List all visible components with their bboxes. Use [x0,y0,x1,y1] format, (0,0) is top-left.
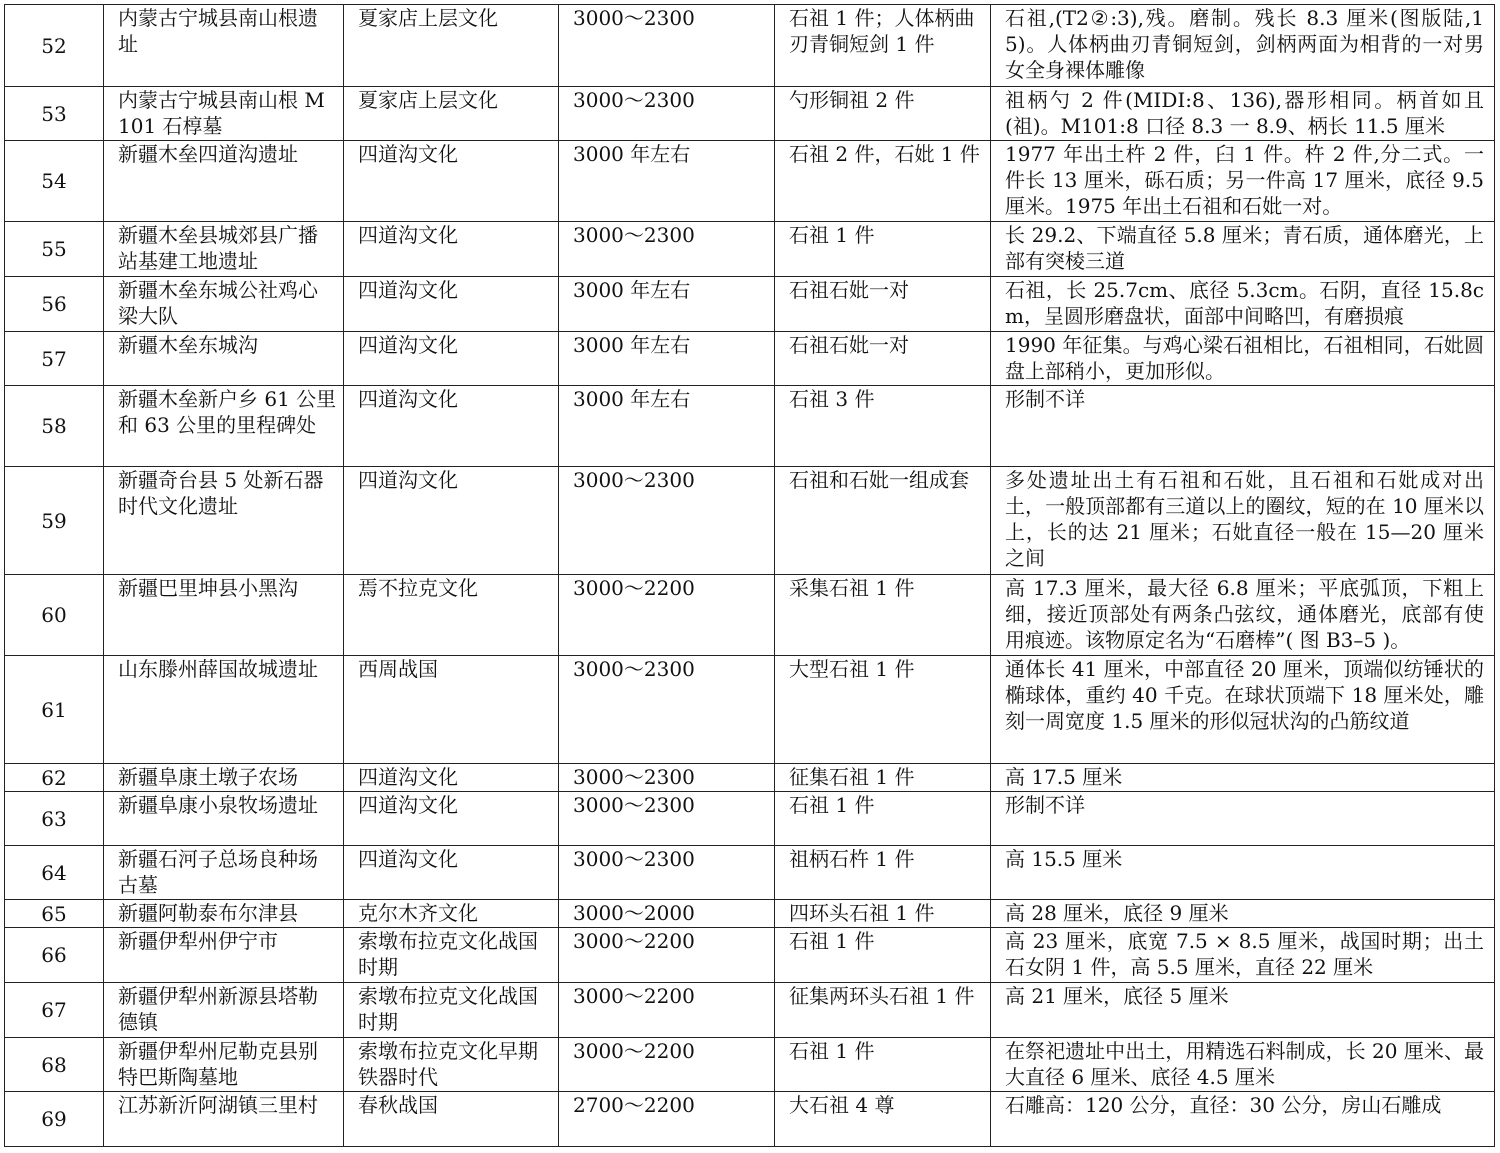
table-row [5,467,1495,575]
site-cell: 新疆木垒东城公社鸡心梁大队 [104,277,344,332]
table-row [5,1038,1495,1092]
date-cell: 2700～2200 [559,1092,775,1147]
site-cell: 新疆木垒新户乡 61 公里和 63 公里的里程碑处 [104,386,344,467]
table-row [5,575,1495,656]
site-cell: 新疆木垒东城沟 [104,332,344,386]
artifact-cell: 大型石祖 1 件 [775,656,991,764]
culture-cell: 四道沟文化 [344,846,559,900]
site-cell: 江苏新沂阿湖镇三里村 [104,1092,344,1147]
description-cell: 石祖,(T2②:3),残。磨制。残长 8.3 厘米(图版陆,15)。人体柄曲刃青铜短剑，剑柄两面为相背的一对男女全身裸体雕像 [991,5,1495,87]
table-row [5,141,1495,222]
site-cell: 新疆伊犁州尼勒克县别特巴斯陶墓地 [104,1038,344,1092]
culture-cell: 四道沟文化 [344,467,559,575]
row-number-cell: 64 [5,846,104,900]
description-cell: 通体长 41 厘米，中部直径 20 厘米，顶端似纺锤状的椭球体，重约 40 千克。在球状顶端下 18 厘米处，雕刻一周宽度 1.5 厘米的形似冠状沟的凸筋纹道 [991,656,1495,764]
culture-cell: 夏家店上层文化 [344,87,559,141]
table-row [5,846,1495,900]
date-cell: 3000～2300 [559,222,775,277]
date-cell: 3000～2300 [559,656,775,764]
culture-cell: 四道沟文化 [344,386,559,467]
culture-cell: 克尔木齐文化 [344,900,559,928]
date-cell: 3000～2200 [559,983,775,1038]
artifact-table [4,4,1495,1147]
row-number-cell: 52 [5,5,104,87]
artifact-cell: 祖柄石杵 1 件 [775,846,991,900]
row-number-cell: 56 [5,277,104,332]
culture-cell: 四道沟文化 [344,277,559,332]
date-cell: 3000 年左右 [559,141,775,222]
date-cell: 3000～2000 [559,900,775,928]
row-number-cell: 57 [5,332,104,386]
row-number-cell: 63 [5,792,104,846]
culture-cell: 西周战国 [344,656,559,764]
table-row [5,900,1495,928]
row-number-cell: 62 [5,764,104,792]
artifact-cell: 四环头石祖 1 件 [775,900,991,928]
site-cell: 新疆阜康土墩子农场 [104,764,344,792]
description-cell: 石祖，长 25.7cm、底径 5.3cm。石阴，直径 15.8cm，呈圆形磨盘状，面部中间略凹，有磨损痕 [991,277,1495,332]
description-cell: 1977 年出土杵 2 件，臼 1 件。杵 2 件,分二式。一件长 13 厘米，砾石质；另一件高 17 厘米，底径 9.5 厘米。1975 年出土石祖和石妣一对。 [991,141,1495,222]
artifact-cell: 征集两环头石祖 1 件 [775,983,991,1038]
row-number-cell: 61 [5,656,104,764]
description-cell: 高 21 厘米，底径 5 厘米 [991,983,1495,1038]
site-cell: 新疆木垒四道沟遗址 [104,141,344,222]
artifact-cell: 石祖 1 件；人体柄曲刃青铜短剑 1 件 [775,5,991,87]
description-cell: 形制不详 [991,386,1495,467]
description-cell: 形制不详 [991,792,1495,846]
site-cell: 新疆伊犁州伊宁市 [104,928,344,983]
table-row [5,764,1495,792]
date-cell: 3000～2300 [559,87,775,141]
description-cell: 高 23 厘米，底宽 7.5 × 8.5 厘米，战国时期；出土石女阴 1 件，高 5.5 厘米，直径 22 厘米 [991,928,1495,983]
site-cell: 新疆阿勒泰布尔津县 [104,900,344,928]
description-cell: 石雕高：120 公分，直径：30 公分，房山石雕成 [991,1092,1495,1147]
description-cell: 1990 年征集。与鸡心梁石祖相比，石祖相同，石妣圆盘上部稍小，更加形似。 [991,332,1495,386]
description-cell: 高 17.3 厘米，最大径 6.8 厘米；平底弧顶，下粗上细，接近顶部处有两条凸弦纹，通体磨光，底部有使用痕迹。该物原定名为“石磨棒”( 图 B3–5 )。 [991,575,1495,656]
artifact-cell: 石祖 1 件 [775,792,991,846]
row-number-cell: 66 [5,928,104,983]
table-row [5,983,1495,1038]
artifact-cell: 石祖石妣一对 [775,332,991,386]
table-row [5,5,1495,87]
site-cell: 新疆奇台县 5 处新石器时代文化遗址 [104,467,344,575]
artifact-cell: 石祖 2 件，石妣 1 件 [775,141,991,222]
row-number-cell: 58 [5,386,104,467]
site-cell: 内蒙古宁城县南山根 M101 石椁墓 [104,87,344,141]
row-number-cell: 69 [5,1092,104,1147]
row-number-cell: 67 [5,983,104,1038]
date-cell: 3000～2200 [559,575,775,656]
site-cell: 新疆伊犁州新源县塔勒德镇 [104,983,344,1038]
description-cell: 多处遗址出土有石祖和石妣，且石祖和石妣成对出土，一般顶部都有三道以上的圈纹，短的在 10 厘米以上，长的达 21 厘米；石妣直径一般在 15—20 厘米之间 [991,467,1495,575]
row-number-cell: 65 [5,900,104,928]
artifact-cell: 大石祖 4 尊 [775,1092,991,1147]
culture-cell: 四道沟文化 [344,764,559,792]
description-cell: 高 17.5 厘米 [991,764,1495,792]
table-row [5,928,1495,983]
artifact-cell: 采集石祖 1 件 [775,575,991,656]
description-cell: 高 28 厘米，底径 9 厘米 [991,900,1495,928]
culture-cell: 焉不拉克文化 [344,575,559,656]
site-cell: 新疆石河子总场良种场古墓 [104,846,344,900]
culture-cell: 四道沟文化 [344,141,559,222]
row-number-cell: 59 [5,467,104,575]
date-cell: 3000～2300 [559,5,775,87]
date-cell: 3000 年左右 [559,386,775,467]
culture-cell: 索墩布拉克文化战国时期 [344,928,559,983]
site-cell: 新疆阜康小泉牧场遗址 [104,792,344,846]
table-body [5,5,1495,1147]
date-cell: 3000～2300 [559,846,775,900]
table-row [5,87,1495,141]
site-cell: 新疆巴里坤县小黑沟 [104,575,344,656]
culture-cell: 夏家店上层文化 [344,5,559,87]
date-cell: 3000 年左右 [559,277,775,332]
date-cell: 3000～2300 [559,792,775,846]
table-row [5,222,1495,277]
date-cell: 3000～2300 [559,764,775,792]
site-cell: 内蒙古宁城县南山根遗址 [104,5,344,87]
artifact-cell: 石祖和石妣一组成套 [775,467,991,575]
site-cell: 山东滕州薛国故城遗址 [104,656,344,764]
row-number-cell: 53 [5,87,104,141]
description-cell: 祖柄勺 2 件(MIDI:8、136),器形相同。柄首如且(祖)。M101:8 口径 8.3 一 8.9、柄长 11.5 厘米 [991,87,1495,141]
date-cell: 3000～2200 [559,1038,775,1092]
culture-cell: 索墩布拉克文化战国时期 [344,983,559,1038]
artifact-cell: 石祖 1 件 [775,928,991,983]
site-cell: 新疆木垒县城郊县广播站基建工地遗址 [104,222,344,277]
row-number-cell: 68 [5,1038,104,1092]
row-number-cell: 55 [5,222,104,277]
culture-cell: 四道沟文化 [344,332,559,386]
description-cell: 在祭祀遗址中出土，用精选石料制成，长 20 厘米、最大直径 6 厘米、底径 4.5 厘米 [991,1038,1495,1092]
culture-cell: 四道沟文化 [344,222,559,277]
artifact-cell: 石祖 3 件 [775,386,991,467]
table-row [5,1092,1495,1147]
culture-cell: 索墩布拉克文化早期铁器时代 [344,1038,559,1092]
culture-cell: 四道沟文化 [344,792,559,846]
date-cell: 3000～2300 [559,467,775,575]
description-cell: 长 29.2、下端直径 5.8 厘米；青石质，通体磨光，上部有突棱三道 [991,222,1495,277]
date-cell: 3000～2200 [559,928,775,983]
description-cell: 高 15.5 厘米 [991,846,1495,900]
artifact-cell: 石祖 1 件 [775,1038,991,1092]
date-cell: 3000 年左右 [559,332,775,386]
artifact-cell: 征集石祖 1 件 [775,764,991,792]
table-row [5,277,1495,332]
artifact-cell: 勺形铜祖 2 件 [775,87,991,141]
table-row [5,792,1495,846]
artifact-cell: 石祖 1 件 [775,222,991,277]
table-row [5,332,1495,386]
artifact-cell: 石祖石妣一对 [775,277,991,332]
table-row [5,656,1495,764]
row-number-cell: 54 [5,141,104,222]
row-number-cell: 60 [5,575,104,656]
culture-cell: 春秋战国 [344,1092,559,1147]
table-row [5,386,1495,467]
